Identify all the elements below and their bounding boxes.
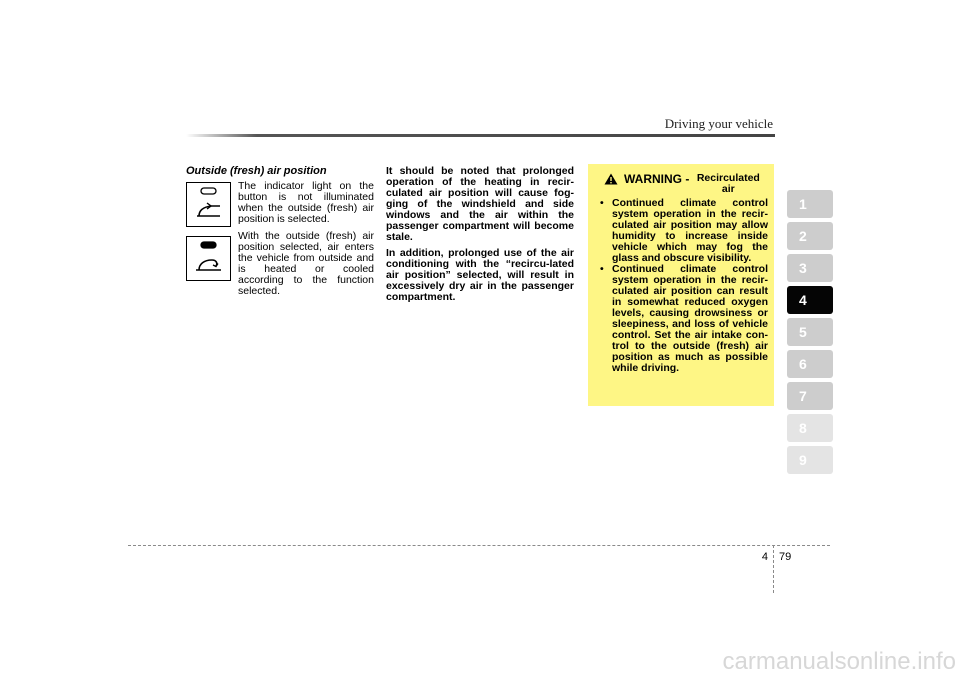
- footer-chapter: 4: [761, 551, 768, 563]
- warning-topic: Recirculated air: [696, 172, 760, 195]
- chapter-tab-4[interactable]: 4: [787, 286, 833, 314]
- warning-item: • Continued climate control system operation in the recir-culated air position may allow humidity to increase inside vehicle which may fog the glass and obscure visibility.: [600, 198, 768, 264]
- footer-tick: [773, 545, 774, 593]
- chapter-tab-7[interactable]: 7: [787, 382, 833, 410]
- chapter-tab-3[interactable]: 3: [787, 254, 833, 282]
- warning-header: [604, 172, 768, 195]
- indicator-paragraph: The indicator light on the button is not illuminated when the outside (fresh) air position is selected.: [238, 180, 374, 225]
- chapter-tabs: [787, 190, 833, 478]
- warning-box: [588, 164, 774, 406]
- fresh-air-paragraph: With the outside (fresh) air position selected, air enters the vehicle from outside and is heated or cooled according to the function selected.: [238, 230, 374, 297]
- page-number: 79: [779, 551, 792, 563]
- warning-label: WARNING -: [624, 172, 690, 186]
- chapter-tab-6[interactable]: 6: [787, 350, 833, 378]
- note-column: [386, 166, 574, 308]
- chapter-tab-2[interactable]: 2: [787, 222, 833, 250]
- chapter-tab-8[interactable]: 8: [787, 414, 833, 442]
- watermark: carmanualsonline.info: [722, 648, 956, 675]
- warning-item: • Continued climate control system operation in the recir-culated air position can result in somewhat reduced oxygen levels, causing drowsiness or sleepiness, and loss of vehicle control. Set the air intake con-trol to the outside (fresh) air position as much as possible while driving.: [600, 264, 768, 374]
- recirculated-air-button-icon: [186, 236, 231, 281]
- note-paragraph: In addition, prolonged use of the air conditioning with the “recircu-lated air position” selected, will result in excessively dry air in the passenger compartment.: [386, 247, 574, 303]
- header-rule: [186, 134, 775, 137]
- footer-rule: [128, 545, 830, 546]
- chapter-tab-9[interactable]: 9: [787, 446, 833, 474]
- running-head: Driving your vehicle: [664, 116, 773, 131]
- warning-triangle-icon: [604, 173, 618, 185]
- fresh-air-button-icon: [186, 182, 231, 227]
- section-title: Outside (fresh) air position: [186, 165, 327, 177]
- chapter-tab-1[interactable]: 1: [787, 190, 833, 218]
- warning-list: [600, 198, 768, 374]
- chapter-tab-5[interactable]: 5: [787, 318, 833, 346]
- note-paragraph: It should be noted that prolonged operation of the heating in recir-culated air position will cause fog-ging of the windshield and side windows and the air within the passenger compartment will become stale.: [386, 165, 574, 243]
